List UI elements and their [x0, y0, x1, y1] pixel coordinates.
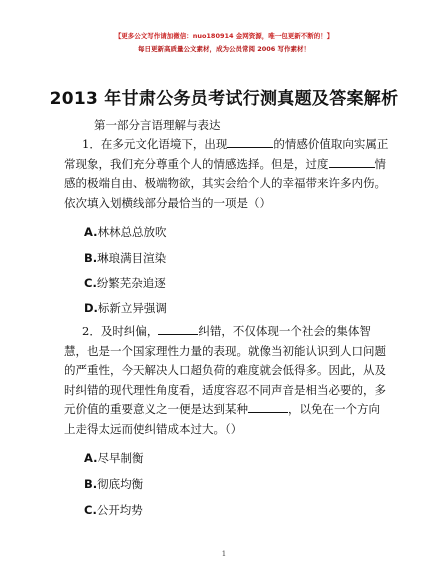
question-1-text [64, 135, 390, 213]
question-2-part-2: 纠错，不仅体现一个社会的集体智慧，也是一个国家理性力量的表现。就像当初能认识到人口问题的严重性，今天解决人口超负荷的难度就会低得多。因此，从及时纠错的现代理性角度看，适度容忍不同声音是相当必要的，多元价值的重要意义之一便是达到某种 [64, 324, 386, 416]
option-text: 尽早制衡 [97, 451, 144, 465]
q1-option-a [84, 224, 166, 240]
option-letter: A. [84, 225, 98, 239]
option-text: 琳琅满目渲染 [97, 251, 167, 265]
option-letter: A. [84, 451, 98, 465]
blank-line [227, 135, 273, 148]
option-letter: B. [84, 477, 98, 491]
question-1-part-1: 在多元文化语境下，出现 [100, 137, 228, 151]
blank-line [158, 322, 198, 335]
section-heading: 第一部分言语理解与表达 [94, 118, 221, 132]
question-2-number: 2． [82, 324, 101, 338]
promo-banner [0, 30, 448, 56]
question-2-text [64, 322, 390, 439]
q1-option-d [84, 300, 167, 316]
question-2-part-3: ，以免在一个方向上走得太远而使纠错成本过大。（） [64, 402, 380, 436]
option-text: 标新立异强调 [97, 301, 167, 315]
q2-option-c [84, 502, 143, 518]
option-text: 公开均势 [96, 503, 143, 517]
promo-line-2: 每日更新高质量公文素材，成为公员常阅 2006 写作素材！ [137, 45, 311, 53]
q2-option-a [84, 450, 143, 466]
promo-line-1: 【更多公文写作请加微信：nuo180914 金网资源，唯一包更新不断的！】 [114, 32, 334, 40]
option-text: 彻底均衡 [97, 477, 144, 491]
q1-option-b [84, 250, 166, 266]
question-2-part-1: 及时纠偏， [100, 324, 159, 338]
option-text: 纷繁芜杂追逐 [96, 276, 166, 290]
blank-line [329, 155, 375, 168]
option-text: 林林总总放吹 [97, 225, 167, 239]
blank-line [248, 400, 288, 413]
question-1-number: 1． [82, 137, 101, 151]
question-1-part-3: 情感的极端自由、极端物欲，其实会给个人的幸福带来许多内伤。依次填入划横线部分最恰当的一项是（） [64, 156, 386, 210]
option-letter: B. [84, 251, 98, 265]
option-letter: D. [84, 301, 98, 315]
option-letter: C. [84, 276, 97, 290]
q1-option-c [84, 275, 166, 291]
option-letter: C. [84, 503, 97, 517]
page-number: 1 [221, 550, 227, 558]
document-title: 2013 年甘肃公务员考试行测真题及答案解析 [49, 89, 399, 109]
question-1-part-2: 的情感价值取向实属正常现象，我们充分尊重个人的情感选择。但是，过度 [64, 137, 389, 171]
q2-option-b [84, 476, 143, 492]
